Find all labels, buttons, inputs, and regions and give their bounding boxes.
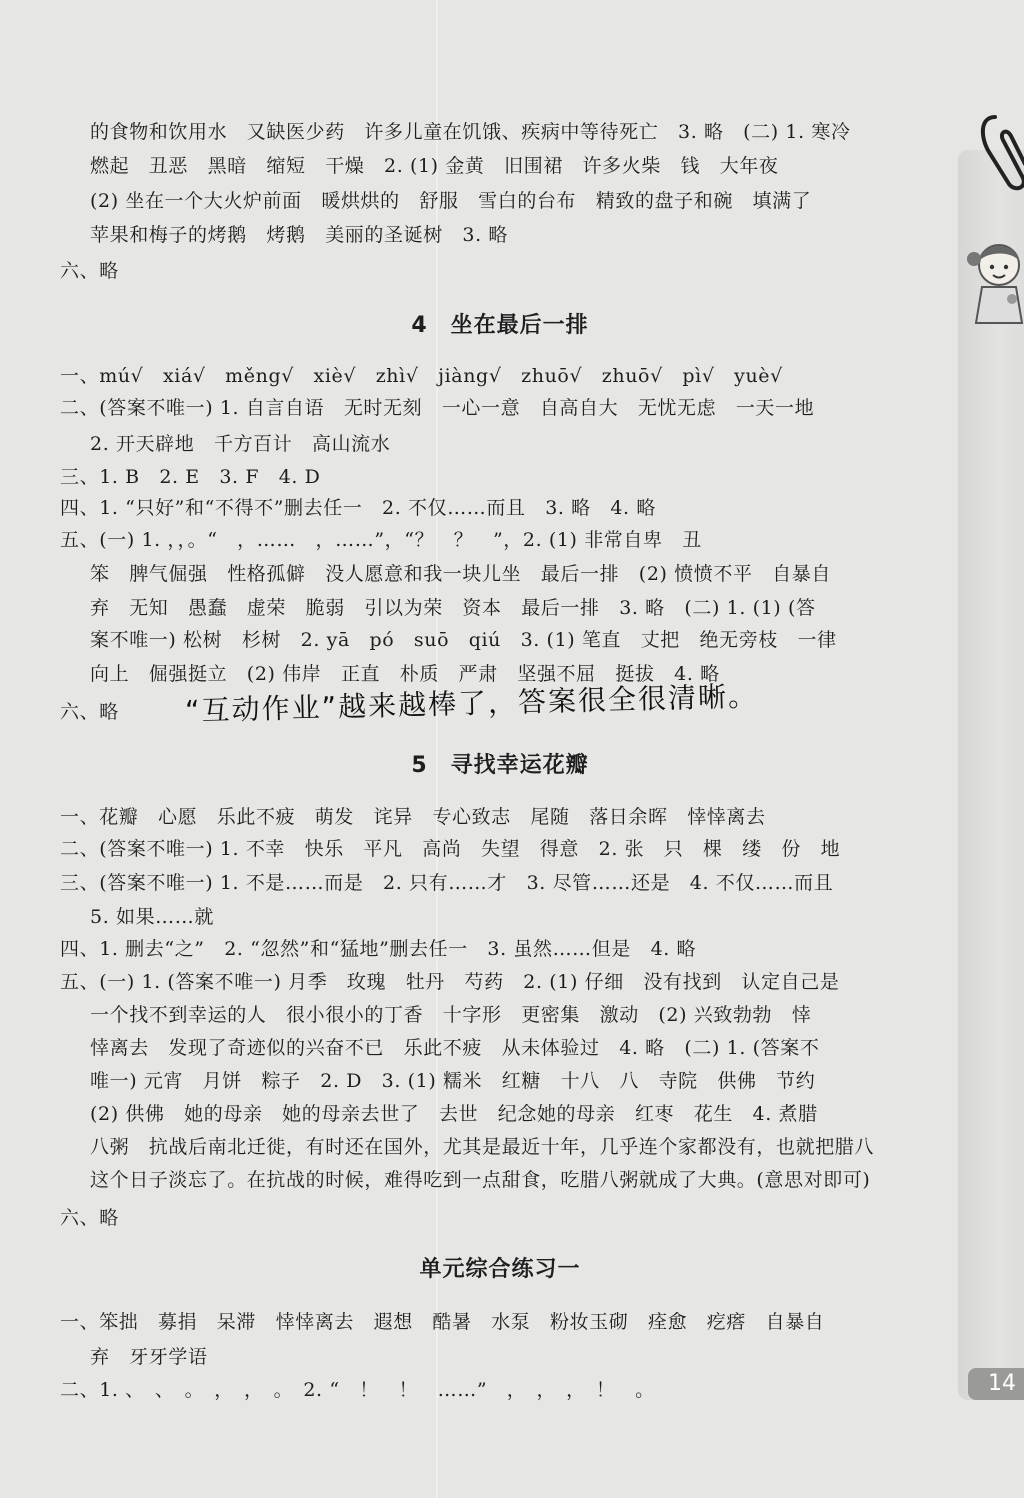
answer-line: 这个日子淡忘了。在抗战的时候，难得吃到一点甜食，吃腊八粥就成了大典。(意思对即可) xyxy=(90,1169,871,1191)
answer-line: 的食物和饮用水 又缺医少药 许多儿童在饥饿、疾病中等待死亡 3. 略 (二) 1. 寒冷 xyxy=(90,121,851,143)
answer-line: 悻离去 发现了奇迹似的兴奋不已 乐此不疲 从未体验过 4. 略 (二) 1. (答案不 xyxy=(90,1037,820,1059)
answer-line: 二、1. 、 、 。 ， ， 。 2. “ ！ ！ ……” ， ， ， ！ 。 xyxy=(60,1379,655,1401)
answer-line: 弃 牙牙学语 xyxy=(90,1346,208,1368)
answer-line: 一个找不到幸运的人 很小很小的丁香 十字形 更密集 激动 (2) 兴致勃勃 悻 xyxy=(90,1004,812,1026)
answer-line: 苹果和梅子的烤鹅 烤鹅 美丽的圣诞树 3. 略 xyxy=(90,224,508,246)
answer-line: 五、(一) 1. (答案不唯一) 月季 玫瑰 牡丹 芍药 2. (1) 仔细 没有找到 认定自己是 xyxy=(60,971,840,993)
answer-line: 一、笨拙 募捐 呆滞 悻悻离去 遐想 酷暑 水泵 粉妆玉砌 痊愈 疙瘩 自暴自 xyxy=(60,1311,825,1333)
answer-line: 三、1. B 2. E 3. F 4. D xyxy=(60,466,321,488)
answer-line: (2) 坐在一个大火炉前面 暖烘烘的 舒服 雪白的台布 精致的盘子和碗 填满了 xyxy=(90,190,812,212)
answer-line: 六、略 xyxy=(60,1207,119,1229)
answer-line: 唯一) 元宵 月饼 粽子 2. D 3. (1) 糯米 红糖 十八 八 寺院 供佛 节约 xyxy=(90,1070,816,1092)
answer-line: 5. 如果……就 xyxy=(90,906,214,928)
paperclip-icon xyxy=(975,112,1024,192)
answer-line: 二、(答案不唯一) 1. 自言自语 无时无刻 一心一意 自高自大 无忧无虑 一天一地 xyxy=(60,397,815,419)
handwritten-comment: “互动作业”越来越棒了，答案很全很清晰。 xyxy=(184,679,759,728)
answer-line: 一、花瓣 心愿 乐此不疲 萌发 诧异 专心致志 尾随 落日余晖 悻悻离去 xyxy=(60,806,766,828)
answer-line: 2. 开天辟地 千方百计 高山流水 xyxy=(90,433,391,455)
answer-line: 五、(一) 1. ，，。“ ，…… ，……”，“？ ？ ”，2. (1) 非常自卑 丑 xyxy=(60,529,702,551)
answer-line: 六、略 xyxy=(60,260,119,282)
section-title: 单元综合练习一 xyxy=(419,1257,581,1282)
answer-line: 四、1. 删去“之” 2. “忽然”和“猛地”删去任一 3. 虽然……但是 4. 略 xyxy=(60,938,697,960)
answer-line: 六、略 xyxy=(60,701,119,723)
answer-line: 一、mú√ xiá√ měng√ xiè√ zhì√ jiàng√ zhuō√ zhuō√ pì√ yuè√ xyxy=(60,365,783,387)
answer-line: 向上 倔强挺立 (2) 伟岸 正直 朴质 严肃 坚强不屈 挺拔 4. 略 xyxy=(90,663,720,685)
section-title: 4 坐在最后一排 xyxy=(411,313,589,338)
page-number: 14 xyxy=(968,1368,1024,1400)
answer-line: 燃起 丑恶 黑暗 缩短 干燥 2. (1) 金黄 旧围裙 许多火柴 钱 大年夜 xyxy=(90,155,779,177)
answer-line: 笨 脾气倔强 性格孤僻 没人愿意和我一块儿坐 最后一排 (2) 愤愤不平 自暴自 xyxy=(90,563,831,585)
answer-line: 案不唯一) 松树 杉树 2. yā pó suō qiú 3. (1) 笔直 丈把 绝无旁枝 一律 xyxy=(90,629,837,651)
answer-line: (2) 供佛 她的母亲 她的母亲去世了 去世 纪念她的母亲 红枣 花生 4. 煮腊 xyxy=(90,1103,818,1125)
answer-line: 八粥 抗战后南北迁徙，有时还在国外，尤其是最近十年，几乎连个家都没有，也就把腊八 xyxy=(90,1136,875,1158)
answer-line: 四、1. “只好”和“不得不”删去任一 2. 不仅……而且 3. 略 4. 略 xyxy=(60,497,656,519)
answer-line: 二、(答案不唯一) 1. 不幸 快乐 平凡 高尚 失望 得意 2. 张 只 棵 缕 份 地 xyxy=(60,838,841,860)
section-title: 5 寻找幸运花瓣 xyxy=(411,753,589,778)
answer-line: 三、(答案不唯一) 1. 不是……而是 2. 只有……才 3. 尽管……还是 4. 不仅……而且 xyxy=(60,872,834,894)
answer-line: 弃 无知 愚蠢 虚荣 脆弱 引以为荣 资本 最后一排 3. 略 (二) 1. (1) (答 xyxy=(90,597,816,619)
